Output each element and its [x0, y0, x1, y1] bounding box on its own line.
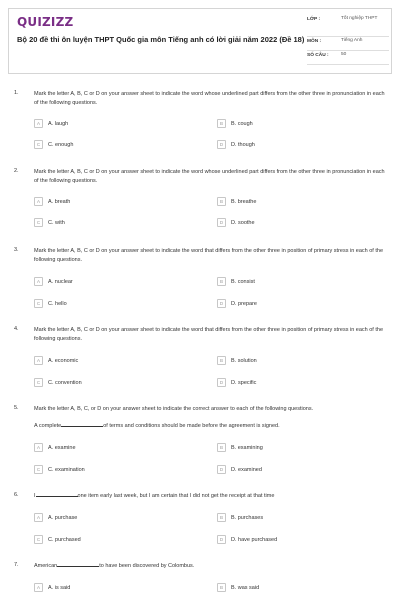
answer-blank [36, 496, 78, 497]
meta-value: 50 [341, 52, 347, 57]
sentence-end: of terms and conditions should be made before the agreement is signed. [103, 423, 280, 429]
option-b[interactable] [217, 277, 255, 286]
answer-blank [61, 426, 103, 427]
option-letter: C [34, 140, 43, 149]
option-letter: D [217, 140, 226, 149]
question-number: 6. [14, 492, 19, 498]
option-c[interactable] [34, 378, 82, 387]
option-letter: B [217, 583, 226, 592]
question-sentence [34, 422, 390, 431]
question-number: 3. [14, 247, 19, 253]
option-letter: D [217, 378, 226, 387]
option-label: A. economic [48, 357, 79, 364]
option-d[interactable] [217, 535, 277, 544]
option-label: D. examined [231, 466, 262, 473]
option-b[interactable] [217, 583, 259, 592]
option-letter: A [34, 583, 43, 592]
option-label: B. was said [231, 584, 260, 591]
option-d[interactable] [217, 218, 255, 227]
answer-blank [57, 566, 99, 567]
option-a[interactable] [34, 356, 78, 365]
option-letter: D [217, 465, 226, 474]
sentence-end: to have been discovered by Colombus. [99, 563, 195, 569]
question-text: Mark the letter A, B, C, or D on your answer sheet to indicate the correct answer to each of the following questions. [34, 406, 314, 412]
option-label: D. soothe [231, 219, 255, 226]
worksheet-header [8, 8, 392, 74]
option-label: D. prepare [231, 300, 257, 307]
question-sentence [34, 562, 390, 571]
option-label: B. solution [231, 357, 257, 364]
option-label: A. examine [48, 444, 76, 451]
option-b[interactable] [217, 356, 257, 365]
option-label: C. examination [48, 466, 85, 473]
option-letter: D [217, 299, 226, 308]
option-label: C. enough [48, 141, 74, 148]
option-letter: C [34, 465, 43, 474]
meta-row-subject [307, 37, 389, 51]
option-letter: C [34, 378, 43, 387]
option-c[interactable] [34, 465, 85, 474]
meta-row-count [307, 51, 389, 65]
option-c[interactable] [34, 140, 73, 149]
option-label: D. though [231, 141, 255, 148]
option-c[interactable] [34, 218, 65, 227]
option-label: C. purchased [48, 536, 81, 543]
option-label: B. examining [231, 444, 263, 451]
meta-key: LỚP : [307, 17, 321, 22]
option-letter: D [217, 535, 226, 544]
option-a[interactable] [34, 277, 73, 286]
meta-row-grade [307, 15, 389, 37]
option-letter: C [34, 535, 43, 544]
meta-key: SỐ CÂU : [307, 53, 329, 58]
option-d[interactable] [217, 378, 256, 387]
option-c[interactable] [34, 299, 67, 308]
option-letter: D [217, 218, 226, 227]
option-label: B. consist [231, 278, 255, 285]
option-a[interactable] [34, 119, 68, 128]
option-letter: B [217, 443, 226, 452]
sentence-start: American [34, 563, 58, 569]
option-label: A. breath [48, 198, 71, 205]
sentence-start: A complete [34, 423, 62, 429]
option-letter: A [34, 513, 43, 522]
option-letter: B [217, 356, 226, 365]
option-d[interactable] [217, 465, 262, 474]
sentence-end: one item early last week, but I am certain that I did not get the receipt at that time [77, 493, 275, 499]
option-b[interactable] [217, 197, 256, 206]
question-text: Mark the letter A, B, C or D on your answer sheet to indicate the word whose underlined part differs from the other three in pronunciation in each of the following questions. [34, 169, 385, 184]
option-letter: C [34, 218, 43, 227]
option-letter: B [217, 513, 226, 522]
option-label: B. cough [231, 120, 253, 127]
option-label: D. specific [231, 379, 257, 386]
option-label: C. convention [48, 379, 82, 386]
worksheet-title: Bộ 20 đề thi ôn luyện THPT Quốc gia môn Tiếng anh có lời giải năm 2022 (Đề 18) [17, 35, 305, 44]
option-b[interactable] [217, 513, 263, 522]
option-letter: A [34, 277, 43, 286]
option-letter: A [34, 119, 43, 128]
question-number: 1. [14, 90, 19, 96]
option-letter: B [217, 197, 226, 206]
question-text: Mark the letter A, B, C or D on your answer sheet to indicate the word that differs from the other three in position of primary stress in each of the following questions. [34, 248, 384, 263]
option-letter: B [217, 277, 226, 286]
option-letter: C [34, 299, 43, 308]
option-letter: A [34, 197, 43, 206]
option-label: C. hello [48, 300, 67, 307]
option-label: B. purchases [231, 514, 264, 521]
option-letter: B [217, 119, 226, 128]
option-letter: A [34, 443, 43, 452]
question-number: 5. [14, 405, 19, 411]
option-label: A. nuclear [48, 278, 73, 285]
quizizz-logo: QUIZIZZ [17, 15, 74, 29]
question-sentence [34, 492, 390, 501]
question-number: 4. [14, 326, 19, 332]
option-d[interactable] [217, 140, 255, 149]
question-text: Mark the letter A, B, C or D on your answer sheet to indicate the word that differs from the other three in position of primary stress in each of the following questions. [34, 327, 384, 342]
option-label: A. purchase [48, 514, 78, 521]
option-letter: A [34, 356, 43, 365]
option-a[interactable] [34, 583, 70, 592]
meta-value: Tiếng Anh [341, 38, 363, 43]
option-label: B. breathe [231, 198, 257, 205]
question-text: Mark the letter A, B, C or D on your answer sheet to indicate the word whose underlined part differs from the other three in pronunciation in each of the following questions. [34, 91, 385, 106]
option-label: D. have purchased [231, 536, 278, 543]
option-label: A. is said [48, 584, 71, 591]
option-b[interactable] [217, 443, 263, 452]
option-a[interactable] [34, 513, 77, 522]
option-label: A. laugh [48, 120, 69, 127]
option-c[interactable] [34, 535, 81, 544]
option-a[interactable] [34, 443, 76, 452]
meta-key: MÔN : [307, 39, 322, 44]
option-label: C. with [48, 219, 65, 226]
option-b[interactable] [217, 119, 253, 128]
sentence-start: I [34, 493, 36, 499]
option-d[interactable] [217, 299, 257, 308]
meta-value: Tốt nghiệp THPT [341, 16, 378, 21]
question-number: 2. [14, 168, 19, 174]
question-number: 7. [14, 562, 19, 568]
option-a[interactable] [34, 197, 70, 206]
worksheet-meta [307, 15, 389, 65]
